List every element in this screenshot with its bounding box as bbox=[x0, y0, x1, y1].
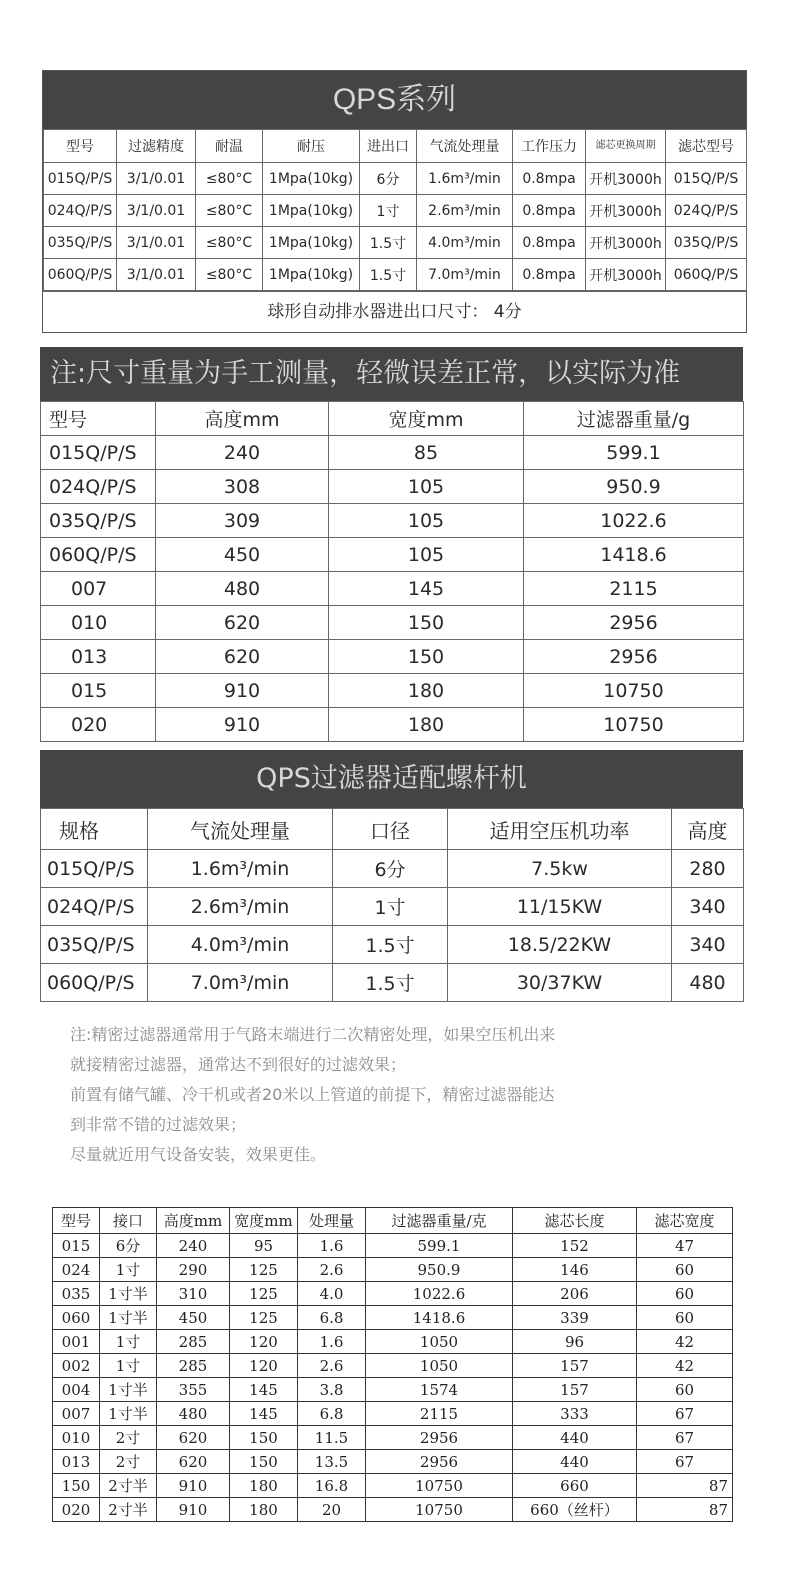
table-row bbox=[53, 1306, 733, 1330]
table-cell: 0.8mpa bbox=[513, 259, 586, 291]
table-cell: 0.8mpa bbox=[513, 195, 586, 227]
table-cell: 157 bbox=[513, 1354, 637, 1378]
table-cell: ≤80°C bbox=[196, 227, 263, 259]
table-cell: 2寸 bbox=[100, 1450, 157, 1474]
table-cell: 660（丝杆） bbox=[513, 1498, 637, 1522]
table-cell: 240 bbox=[156, 436, 329, 470]
header-cell: 过滤精度 bbox=[117, 130, 196, 163]
table-row bbox=[41, 470, 744, 504]
table-cell: 42 bbox=[637, 1330, 733, 1354]
table-cell: 1418.6 bbox=[366, 1306, 513, 1330]
table-cell: 285 bbox=[157, 1354, 230, 1378]
table-cell: 150 bbox=[53, 1474, 100, 1498]
table-row bbox=[41, 674, 744, 708]
table-cell: 015Q/P/S bbox=[41, 436, 156, 470]
table-cell: 87 bbox=[637, 1474, 733, 1498]
table-cell: 1Mpa(10kg) bbox=[263, 259, 360, 291]
table-cell: 310 bbox=[157, 1282, 230, 1306]
table-cell: 035Q/P/S bbox=[44, 227, 117, 259]
table-cell: 125 bbox=[230, 1258, 298, 1282]
note-line: 到非常不错的过滤效果； bbox=[70, 1115, 247, 1134]
table-cell: 285 bbox=[157, 1330, 230, 1354]
table-cell: 015 bbox=[41, 674, 156, 708]
table-header-row bbox=[41, 809, 744, 850]
table-cell: 180 bbox=[329, 674, 524, 708]
table-cell: 060Q/P/S bbox=[44, 259, 117, 291]
table-cell: 85 bbox=[329, 436, 524, 470]
table-cell: 47 bbox=[637, 1234, 733, 1258]
table-cell: 87 bbox=[637, 1498, 733, 1522]
table-cell: 1Mpa(10kg) bbox=[263, 227, 360, 259]
table-cell: 013 bbox=[41, 640, 156, 674]
table-row bbox=[44, 163, 747, 195]
table-cell: 1.6 bbox=[298, 1234, 366, 1258]
table-row bbox=[41, 888, 744, 926]
table-cell: 020 bbox=[53, 1498, 100, 1522]
table-header-row bbox=[44, 130, 747, 163]
table-cell: 6分 bbox=[333, 850, 448, 888]
table-cell: 1寸 bbox=[100, 1330, 157, 1354]
table-cell: 开机3000h bbox=[586, 227, 666, 259]
compressor-match-table bbox=[40, 808, 744, 1002]
table-cell: 96 bbox=[513, 1330, 637, 1354]
table-row bbox=[41, 572, 744, 606]
table-cell: 007 bbox=[53, 1402, 100, 1426]
table-row bbox=[44, 195, 747, 227]
note-line: 注:精密过滤器通常用于气路末端进行二次精密处理，如果空压机出来 bbox=[70, 1025, 556, 1044]
table-cell: 024Q/P/S bbox=[44, 195, 117, 227]
table-cell: 125 bbox=[230, 1282, 298, 1306]
table-cell: 180 bbox=[230, 1498, 298, 1522]
table-cell: 002 bbox=[53, 1354, 100, 1378]
table-cell: 开机3000h bbox=[586, 195, 666, 227]
note-line: 就接精密过滤器，通常达不到很好的过滤效果； bbox=[70, 1055, 407, 1074]
table-cell: 013 bbox=[53, 1450, 100, 1474]
table-cell: 42 bbox=[637, 1354, 733, 1378]
table-cell: 152 bbox=[513, 1234, 637, 1258]
table-cell: 1寸半 bbox=[100, 1282, 157, 1306]
table-cell: 开机3000h bbox=[586, 259, 666, 291]
table-cell: 010 bbox=[41, 606, 156, 640]
table-cell: 1050 bbox=[366, 1354, 513, 1378]
table-cell: 开机3000h bbox=[586, 163, 666, 195]
table-cell: 015Q/P/S bbox=[666, 163, 747, 195]
table-cell: 4.0 bbox=[298, 1282, 366, 1306]
table-row bbox=[53, 1234, 733, 1258]
table-cell: 1.5寸 bbox=[333, 964, 448, 1002]
qps-series-title: QPS系列 bbox=[43, 71, 746, 129]
table-cell: ≤80°C bbox=[196, 163, 263, 195]
table-cell: 125 bbox=[230, 1306, 298, 1330]
table-cell: 060Q/P/S bbox=[41, 964, 148, 1002]
table-cell: 10750 bbox=[366, 1474, 513, 1498]
table-cell: 620 bbox=[156, 606, 329, 640]
table-row bbox=[41, 504, 744, 538]
dimensions-panel bbox=[40, 347, 743, 742]
table-cell: 10750 bbox=[524, 708, 744, 742]
table-cell: 024 bbox=[53, 1258, 100, 1282]
table-cell: 450 bbox=[157, 1306, 230, 1330]
header-cell: 处理量 bbox=[298, 1208, 366, 1234]
table-cell: 355 bbox=[157, 1378, 230, 1402]
table-cell: 620 bbox=[156, 640, 329, 674]
table-cell: 240 bbox=[157, 1234, 230, 1258]
table-cell: 910 bbox=[157, 1474, 230, 1498]
header-cell: 过滤器重量/克 bbox=[366, 1208, 513, 1234]
table-cell: 4.0m³/min bbox=[148, 926, 333, 964]
table-cell: 105 bbox=[329, 504, 524, 538]
table-cell: 145 bbox=[329, 572, 524, 606]
table-cell: 1.6 bbox=[298, 1330, 366, 1354]
table-cell: 1.5寸 bbox=[360, 227, 417, 259]
table-cell: 67 bbox=[637, 1450, 733, 1474]
header-cell: 高度mm bbox=[157, 1208, 230, 1234]
table-cell: 146 bbox=[513, 1258, 637, 1282]
table-cell: 309 bbox=[156, 504, 329, 538]
table-cell: 599.1 bbox=[524, 436, 744, 470]
usage-notes bbox=[70, 1020, 770, 1170]
table-cell: 035Q/P/S bbox=[41, 504, 156, 538]
table-cell: 2115 bbox=[524, 572, 744, 606]
header-cell: 规格 bbox=[41, 809, 148, 850]
table-cell: 2956 bbox=[524, 606, 744, 640]
table-cell: 024Q/P/S bbox=[41, 888, 148, 926]
table-cell: 2956 bbox=[366, 1426, 513, 1450]
table-cell: 105 bbox=[329, 470, 524, 504]
table-cell: 1574 bbox=[366, 1378, 513, 1402]
header-cell: 耐压 bbox=[263, 130, 360, 163]
table-cell: 060Q/P/S bbox=[41, 538, 156, 572]
table-cell: 60 bbox=[637, 1378, 733, 1402]
table-header-row bbox=[53, 1208, 733, 1234]
table-cell: 950.9 bbox=[524, 470, 744, 504]
table-cell: 105 bbox=[329, 538, 524, 572]
table-cell: 150 bbox=[230, 1450, 298, 1474]
table-cell: 1寸 bbox=[100, 1354, 157, 1378]
table-cell: 145 bbox=[230, 1378, 298, 1402]
table-cell: 2寸半 bbox=[100, 1474, 157, 1498]
table-cell: 1寸 bbox=[100, 1258, 157, 1282]
table-cell: 024Q/P/S bbox=[41, 470, 156, 504]
note-line: 前置有储气罐、冷干机或者20米以上管道的前提下，精密过滤器能达 bbox=[70, 1085, 555, 1104]
table-cell: 340 bbox=[672, 926, 744, 964]
table-cell: 3/1/0.01 bbox=[117, 259, 196, 291]
header-cell: 口径 bbox=[333, 809, 448, 850]
table-cell: 120 bbox=[230, 1354, 298, 1378]
table-row bbox=[53, 1402, 733, 1426]
table-row bbox=[41, 850, 744, 888]
table-cell: 3/1/0.01 bbox=[117, 227, 196, 259]
table-cell: 3/1/0.01 bbox=[117, 195, 196, 227]
table-cell: 2956 bbox=[366, 1450, 513, 1474]
dimensions-table bbox=[40, 401, 744, 742]
table-cell: 333 bbox=[513, 1402, 637, 1426]
table-cell: 1Mpa(10kg) bbox=[263, 195, 360, 227]
table-cell: 18.5/22KW bbox=[448, 926, 672, 964]
table-header-row bbox=[41, 402, 744, 436]
table-cell: 290 bbox=[157, 1258, 230, 1282]
header-cell: 滤芯型号 bbox=[666, 130, 747, 163]
table-cell: 2.6 bbox=[298, 1354, 366, 1378]
table-cell: 206 bbox=[513, 1282, 637, 1306]
table-cell: ≤80°C bbox=[196, 195, 263, 227]
header-cell: 气流处理量 bbox=[417, 130, 513, 163]
table-cell: 308 bbox=[156, 470, 329, 504]
table-cell: 145 bbox=[230, 1402, 298, 1426]
table-cell: 95 bbox=[230, 1234, 298, 1258]
table-row bbox=[41, 926, 744, 964]
table-cell: 035Q/P/S bbox=[41, 926, 148, 964]
table-row bbox=[53, 1378, 733, 1402]
table-cell: 1418.6 bbox=[524, 538, 744, 572]
table-cell: 16.8 bbox=[298, 1474, 366, 1498]
table-cell: 3.8 bbox=[298, 1378, 366, 1402]
table-row bbox=[41, 538, 744, 572]
detail-table bbox=[52, 1207, 733, 1522]
table-cell: 20 bbox=[298, 1498, 366, 1522]
table-cell: 1022.6 bbox=[524, 504, 744, 538]
table-cell: 7.5kw bbox=[448, 850, 672, 888]
table-cell: 11.5 bbox=[298, 1426, 366, 1450]
table-cell: 67 bbox=[637, 1426, 733, 1450]
table-cell: 480 bbox=[157, 1402, 230, 1426]
header-cell: 滤芯宽度 bbox=[637, 1208, 733, 1234]
table-cell: 035Q/P/S bbox=[666, 227, 747, 259]
table-cell: 6分 bbox=[100, 1234, 157, 1258]
table-cell: 1.6m³/min bbox=[148, 850, 333, 888]
table-cell: 1Mpa(10kg) bbox=[263, 163, 360, 195]
header-cell: 型号 bbox=[44, 130, 117, 163]
header-cell: 滤芯长度 bbox=[513, 1208, 637, 1234]
table-row bbox=[53, 1426, 733, 1450]
table-cell: 0.8mpa bbox=[513, 163, 586, 195]
table-cell: 120 bbox=[230, 1330, 298, 1354]
compressor-match-panel bbox=[40, 750, 743, 1002]
table-cell: 339 bbox=[513, 1306, 637, 1330]
qps-series-table bbox=[43, 129, 747, 291]
table-cell: 67 bbox=[637, 1402, 733, 1426]
table-cell: 10750 bbox=[524, 674, 744, 708]
table-cell: 4.0m³/min bbox=[417, 227, 513, 259]
header-cell: 气流处理量 bbox=[148, 809, 333, 850]
table-cell: 007 bbox=[41, 572, 156, 606]
table-cell: 2寸 bbox=[100, 1426, 157, 1450]
table-cell: 13.5 bbox=[298, 1450, 366, 1474]
table-cell: 150 bbox=[329, 640, 524, 674]
table-cell: 2956 bbox=[524, 640, 744, 674]
table-cell: 020 bbox=[41, 708, 156, 742]
table-cell: 620 bbox=[157, 1450, 230, 1474]
table-row bbox=[44, 259, 747, 291]
table-cell: 340 bbox=[672, 888, 744, 926]
table-cell: 440 bbox=[513, 1426, 637, 1450]
table-cell: 950.9 bbox=[366, 1258, 513, 1282]
detail-panel bbox=[52, 1207, 732, 1522]
table-cell: 11/15KW bbox=[448, 888, 672, 926]
table-row bbox=[41, 708, 744, 742]
header-cell: 高度mm bbox=[156, 402, 329, 436]
table-cell: 599.1 bbox=[366, 1234, 513, 1258]
table-cell: 6.8 bbox=[298, 1402, 366, 1426]
header-cell: 型号 bbox=[41, 402, 156, 436]
table-cell: 60 bbox=[637, 1282, 733, 1306]
table-cell: 280 bbox=[672, 850, 744, 888]
table-cell: 0.8mpa bbox=[513, 227, 586, 259]
table-cell: 004 bbox=[53, 1378, 100, 1402]
table-cell: 1.5寸 bbox=[360, 259, 417, 291]
table-row bbox=[53, 1450, 733, 1474]
table-cell: 035 bbox=[53, 1282, 100, 1306]
drain-size-note: 球形自动排水器进出口尺寸： 4分 bbox=[43, 291, 746, 332]
header-cell: 接口 bbox=[100, 1208, 157, 1234]
note-line: 尽量就近用气设备安装，效果更佳。 bbox=[70, 1145, 327, 1164]
table-cell: 6分 bbox=[360, 163, 417, 195]
table-cell: 015Q/P/S bbox=[44, 163, 117, 195]
table-cell: 2.6m³/min bbox=[417, 195, 513, 227]
table-cell: 1寸半 bbox=[100, 1402, 157, 1426]
header-cell: 工作压力 bbox=[513, 130, 586, 163]
qps-series-panel bbox=[42, 70, 747, 333]
table-cell: 1寸 bbox=[360, 195, 417, 227]
table-cell: 1.6m³/min bbox=[417, 163, 513, 195]
table-cell: 2寸半 bbox=[100, 1498, 157, 1522]
table-cell: 60 bbox=[637, 1306, 733, 1330]
compressor-match-title: QPS过滤器适配螺杆机 bbox=[40, 750, 743, 808]
table-cell: 157 bbox=[513, 1378, 637, 1402]
table-row bbox=[41, 640, 744, 674]
table-cell: 060 bbox=[53, 1306, 100, 1330]
table-cell: 10750 bbox=[366, 1498, 513, 1522]
table-row bbox=[53, 1474, 733, 1498]
table-cell: 015 bbox=[53, 1234, 100, 1258]
table-cell: 1022.6 bbox=[366, 1282, 513, 1306]
table-row bbox=[44, 227, 747, 259]
table-cell: 1050 bbox=[366, 1330, 513, 1354]
table-cell: 001 bbox=[53, 1330, 100, 1354]
table-cell: 1寸 bbox=[333, 888, 448, 926]
table-row bbox=[53, 1282, 733, 1306]
table-cell: ≤80°C bbox=[196, 259, 263, 291]
table-cell: 1.5寸 bbox=[333, 926, 448, 964]
table-cell: 7.0m³/min bbox=[417, 259, 513, 291]
header-cell: 进出口 bbox=[360, 130, 417, 163]
table-cell: 150 bbox=[329, 606, 524, 640]
table-row bbox=[41, 436, 744, 470]
table-cell: 180 bbox=[230, 1474, 298, 1498]
table-cell: 910 bbox=[156, 708, 329, 742]
table-cell: 480 bbox=[672, 964, 744, 1002]
dimensions-title: 注:尺寸重量为手工测量，轻微误差正常，以实际为准 bbox=[40, 347, 743, 401]
table-cell: 2115 bbox=[366, 1402, 513, 1426]
table-cell: 910 bbox=[157, 1498, 230, 1522]
table-row bbox=[41, 964, 744, 1002]
table-cell: 015Q/P/S bbox=[41, 850, 148, 888]
table-cell: 010 bbox=[53, 1426, 100, 1450]
header-cell: 过滤器重量/g bbox=[524, 402, 744, 436]
table-cell: 024Q/P/S bbox=[666, 195, 747, 227]
header-cell: 高度 bbox=[672, 809, 744, 850]
table-cell: 150 bbox=[230, 1426, 298, 1450]
table-cell: 910 bbox=[156, 674, 329, 708]
table-row bbox=[53, 1330, 733, 1354]
header-cell: 型号 bbox=[53, 1208, 100, 1234]
header-cell: 滤芯更换周期 bbox=[586, 130, 666, 163]
table-cell: 30/37KW bbox=[448, 964, 672, 1002]
table-cell: 2.6 bbox=[298, 1258, 366, 1282]
table-row bbox=[53, 1498, 733, 1522]
table-cell: 6.8 bbox=[298, 1306, 366, 1330]
table-cell: 3/1/0.01 bbox=[117, 163, 196, 195]
table-cell: 620 bbox=[157, 1426, 230, 1450]
table-cell: 450 bbox=[156, 538, 329, 572]
table-cell: 1寸半 bbox=[100, 1378, 157, 1402]
table-cell: 660 bbox=[513, 1474, 637, 1498]
table-cell: 7.0m³/min bbox=[148, 964, 333, 1002]
table-cell: 480 bbox=[156, 572, 329, 606]
header-cell: 耐温 bbox=[196, 130, 263, 163]
header-cell: 宽度mm bbox=[329, 402, 524, 436]
header-cell: 适用空压机功率 bbox=[448, 809, 672, 850]
table-cell: 440 bbox=[513, 1450, 637, 1474]
table-cell: 60 bbox=[637, 1258, 733, 1282]
table-row bbox=[41, 606, 744, 640]
table-row bbox=[53, 1258, 733, 1282]
table-row bbox=[53, 1354, 733, 1378]
table-cell: 2.6m³/min bbox=[148, 888, 333, 926]
table-cell: 060Q/P/S bbox=[666, 259, 747, 291]
table-cell: 1寸半 bbox=[100, 1306, 157, 1330]
header-cell: 宽度mm bbox=[230, 1208, 298, 1234]
table-cell: 180 bbox=[329, 708, 524, 742]
